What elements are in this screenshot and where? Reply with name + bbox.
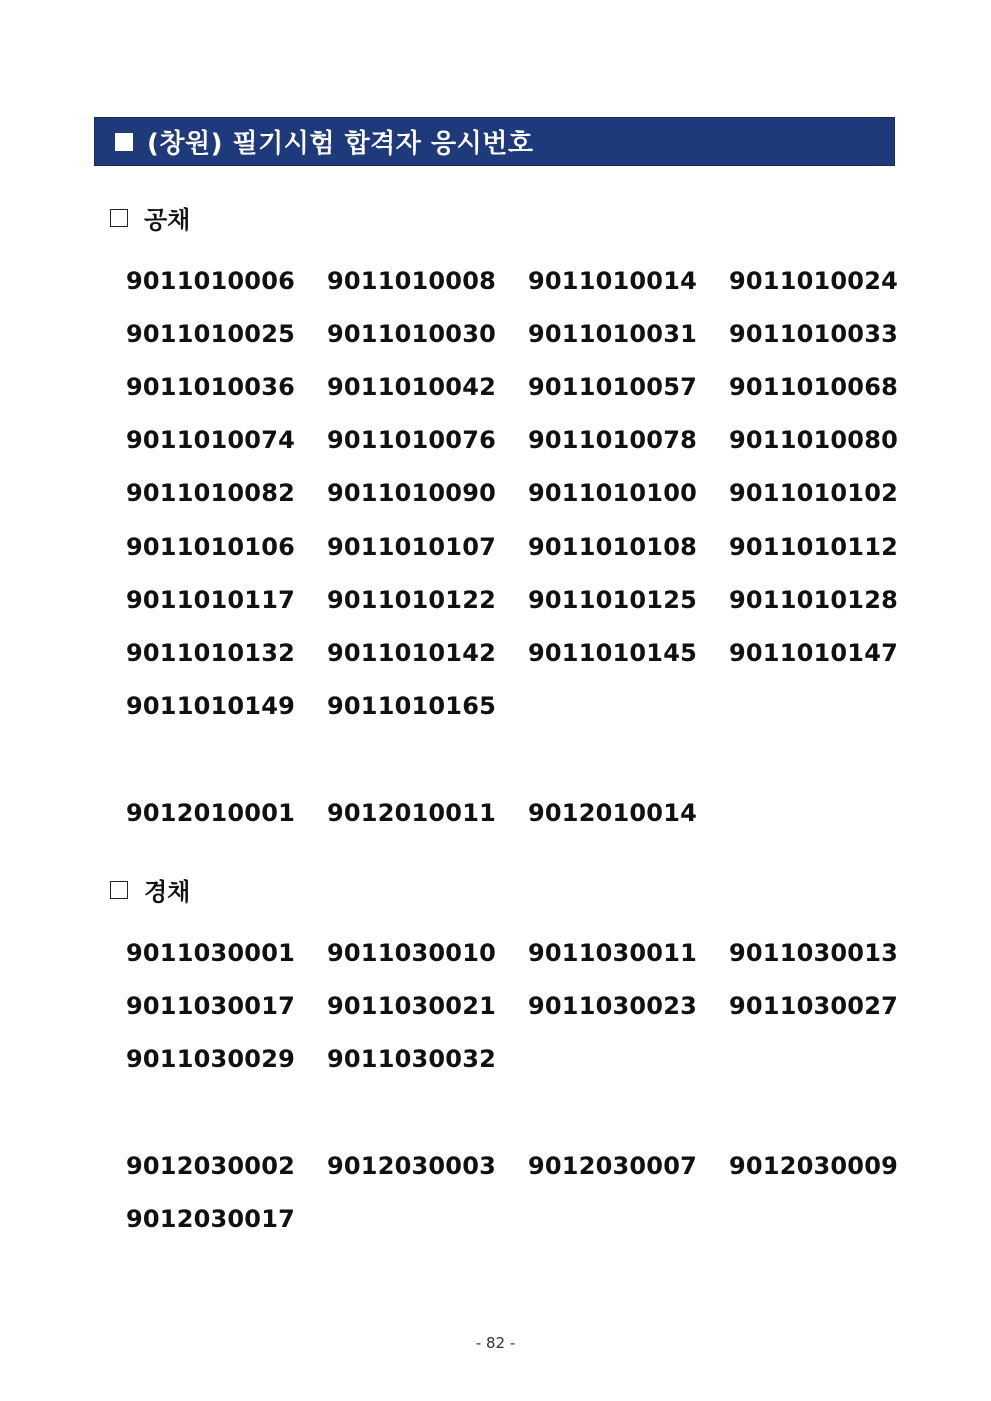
exam-number: 9011010076 — [327, 426, 496, 455]
exam-number: 9011010057 — [528, 372, 697, 401]
exam-number: 9012010011 — [327, 798, 496, 827]
exam-number: 9011010125 — [528, 585, 697, 614]
exam-number: 9011010031 — [528, 319, 697, 348]
exam-number: 9011010033 — [729, 319, 898, 348]
exam-number: 9011010080 — [729, 426, 898, 455]
exam-number: 9011030032 — [327, 1044, 496, 1073]
page-number: - 82 - — [475, 1334, 516, 1352]
exam-number: 9011010132 — [126, 638, 295, 667]
table-row — [126, 520, 931, 573]
exam-number: 9011010082 — [126, 479, 295, 508]
exam-number: 9011010006 — [126, 266, 295, 295]
number-grid-gongchae-1 — [126, 254, 931, 733]
exam-number: 9011010074 — [126, 426, 295, 455]
exam-number: 9011010112 — [729, 532, 898, 561]
exam-number: 9011030011 — [528, 938, 697, 967]
table-row — [126, 414, 931, 467]
checkbox-square-icon — [110, 209, 128, 227]
exam-number: 9011010117 — [126, 585, 295, 614]
exam-number: 9011010078 — [528, 426, 697, 455]
exam-number: 9011010036 — [126, 372, 295, 401]
exam-number: 9012030017 — [126, 1204, 295, 1233]
table-row — [126, 926, 931, 979]
exam-number: 9011030021 — [327, 991, 496, 1020]
exam-number: 9011010147 — [729, 638, 898, 667]
page-title: (창원) 필기시험 합격자 응시번호 — [147, 129, 534, 159]
exam-number: 9011030017 — [126, 991, 295, 1020]
exam-number: 9011010090 — [327, 479, 496, 508]
exam-number: 9011010142 — [327, 638, 496, 667]
number-grid-gongchae-2 — [126, 786, 931, 839]
table-row — [126, 467, 931, 520]
exam-number: 9012030003 — [327, 1151, 496, 1180]
exam-number: 9011010149 — [126, 692, 295, 721]
exam-number: 9011010122 — [327, 585, 496, 614]
section-heading-label: 경채 — [144, 878, 191, 906]
table-row — [126, 360, 931, 413]
exam-number: 9011010145 — [528, 638, 697, 667]
exam-number: 9011010128 — [729, 585, 898, 614]
exam-number: 9011010030 — [327, 319, 496, 348]
exam-number: 9011030023 — [528, 991, 697, 1020]
table-row — [126, 979, 931, 1032]
number-grid-gyeongchae-1 — [126, 926, 931, 1086]
exam-number: 9011010024 — [729, 266, 898, 295]
exam-number: 9011010068 — [729, 372, 898, 401]
table-row — [126, 1032, 931, 1085]
table-row — [126, 307, 931, 360]
exam-number: 9012030002 — [126, 1151, 295, 1180]
exam-number: 9011010042 — [327, 372, 496, 401]
table-row — [126, 1192, 931, 1245]
exam-number: 9011010106 — [126, 532, 295, 561]
number-grid-gyeongchae-2 — [126, 1139, 931, 1245]
page-title-bar — [94, 117, 895, 166]
exam-number: 9012010014 — [528, 798, 697, 827]
exam-number: 9011030029 — [126, 1044, 295, 1073]
exam-number: 9012030009 — [729, 1151, 898, 1180]
exam-number: 9011010102 — [729, 479, 898, 508]
section-heading-gongchae — [110, 200, 190, 235]
filled-square-icon — [115, 133, 133, 151]
exam-number: 9011010107 — [327, 532, 496, 561]
exam-number: 9011010108 — [528, 532, 697, 561]
exam-number: 9011010165 — [327, 692, 496, 721]
checkbox-square-icon — [110, 881, 128, 899]
table-row — [126, 254, 931, 307]
section-heading-label: 공채 — [144, 206, 191, 234]
exam-number: 9011010100 — [528, 479, 697, 508]
exam-number: 9012030007 — [528, 1151, 697, 1180]
table-row — [126, 573, 931, 626]
table-row — [126, 786, 931, 839]
table-row — [126, 626, 931, 679]
exam-number: 9011010008 — [327, 266, 496, 295]
exam-number: 9011010025 — [126, 319, 295, 348]
table-row — [126, 680, 931, 733]
exam-number: 9011030027 — [729, 991, 898, 1020]
exam-number: 9011030010 — [327, 938, 496, 967]
exam-number: 9011010014 — [528, 266, 697, 295]
section-heading-gyeongchae — [110, 872, 190, 907]
exam-number: 9011030013 — [729, 938, 898, 967]
exam-number: 9011030001 — [126, 938, 295, 967]
exam-number: 9012010001 — [126, 798, 295, 827]
table-row — [126, 1139, 931, 1192]
